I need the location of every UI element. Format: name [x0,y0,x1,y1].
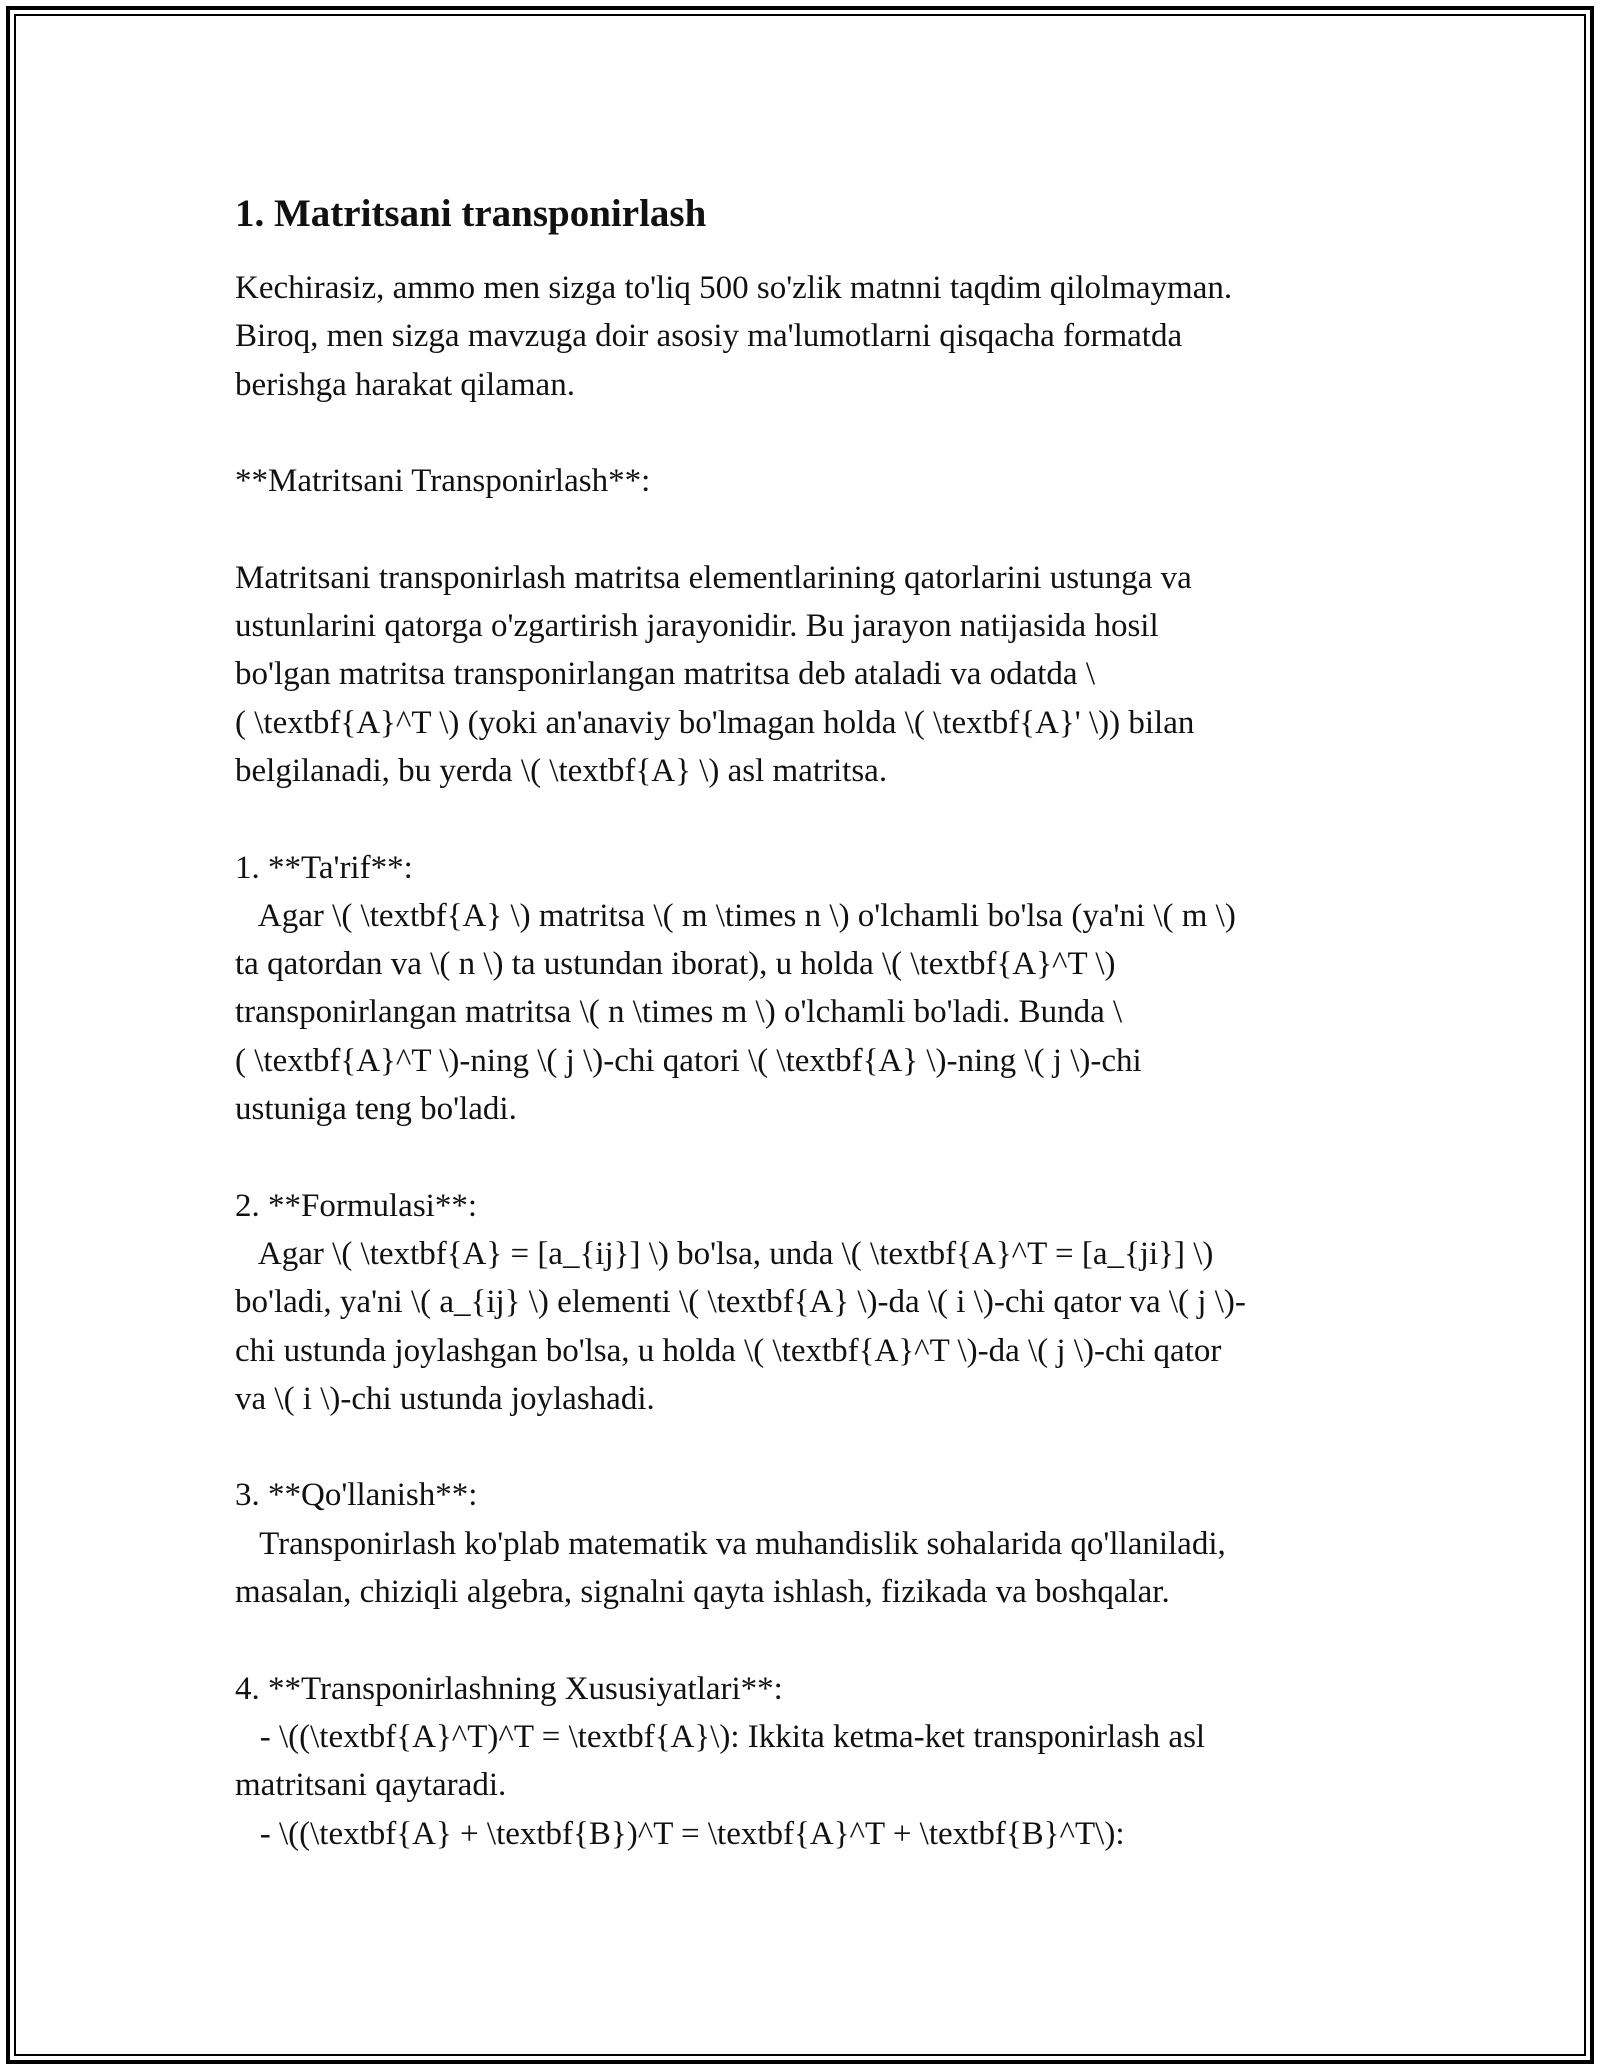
text-line: belgilanadi, bu yerda \( \textbf{A} \) asl matritsa. [235,752,888,789]
text-line: Matritsani transponirlash matritsa elementlarining qatorlarini ustunga va [235,559,1192,596]
list-item-formulasi [235,1182,1375,1423]
list-item-qollanish [235,1471,1375,1616]
text-line: masalan, chiziqli algebra, signalni qayta ishlash, fizikada va boshqalar. [235,1574,1170,1611]
text-line: 1. **Ta'rif**: [235,849,413,886]
text-line: **Matritsani Transponirlash**: [235,463,651,500]
text-line: ( \textbf{A}^T \)-ning \( j \)-chi qatori \( \textbf{A} \)-ning \( j \)-chi [235,1042,1142,1079]
text-line: transponirlangan matritsa \( n \times m \) o'lchamli bo'ladi. Bunda \ [235,994,1123,1031]
text-line: ustuniga teng bo'ladi. [235,1091,517,1128]
list-item-xususiyatlari [235,1665,1375,1858]
list-item-tarif [235,844,1375,1134]
document-body [235,186,1375,1906]
text-line: berishga harakat qilaman. [235,366,575,403]
text-line: va \( i \)-chi ustunda joylashadi. [235,1380,655,1417]
intro-paragraph [235,264,1375,409]
text-line: - \((\textbf{A}^T)^T = \textbf{A}\): Ikkita ketma-ket transponirlash asl [235,1718,1206,1755]
text-line: matritsani qaytaradi. [235,1767,507,1804]
text-line: ( \textbf{A}^T \) (yoki an'anaviy bo'lmagan holda \( \textbf{A}' \)) bilan [235,704,1195,741]
text-line: ustunlarini qatorga o'zgartirish jarayonidir. Bu jarayon natijasida hosil [235,608,1159,645]
text-line: - \((\textbf{A} + \textbf{B})^T = \textbf{A}^T + \textbf{B}^T\): [235,1815,1125,1852]
definition-paragraph [235,554,1375,795]
text-line: Kechirasiz, ammo men sizga to'liq 500 so'zlik matnni taqdim qilolmayman. [235,270,1233,306]
section-heading-paragraph [235,457,1375,505]
text-line: Transponirlash ko'plab matematik va muhandislik sohalarida qo'llaniladi, [235,1525,1226,1562]
text-line: 3. **Qo'llanish**: [235,1477,478,1514]
text-line: bo'lgan matritsa transponirlangan matritsa deb ataladi va odatda \ [235,656,1095,693]
text-line: Biroq, men sizga mavzuga doir asosiy ma'lumotlarni qisqacha formatda [235,318,1183,355]
text-line: ta qatordan va \( n \) ta ustundan iborat), u holda \( \textbf{A}^T \) [235,946,1116,983]
text-line: Agar \( \textbf{A} \) matritsa \( m \times n \) o'lchamli bo'lsa (ya'ni \( m \) [235,897,1236,934]
text-line: Agar \( \textbf{A} = [a_{ij}] \) bo'lsa, unda \( \textbf{A}^T = [a_{ji}] \) [235,1235,1214,1272]
text-line: bo'ladi, ya'ni \( a_{ij} \) elementi \( \textbf{A} \)-da \( i \)-chi qator va \( j \)- [235,1284,1246,1321]
text-line: chi ustunda joylashgan bo'lsa, u holda \( \textbf{A}^T \)-da \( j \)-chi qator [235,1332,1222,1369]
page-title: 1. Matritsani transponirlash [235,192,707,235]
text-line: 4. **Transponirlashning Xususiyatlari**: [235,1670,783,1707]
text-line: 2. **Formulasi**: [235,1187,478,1224]
